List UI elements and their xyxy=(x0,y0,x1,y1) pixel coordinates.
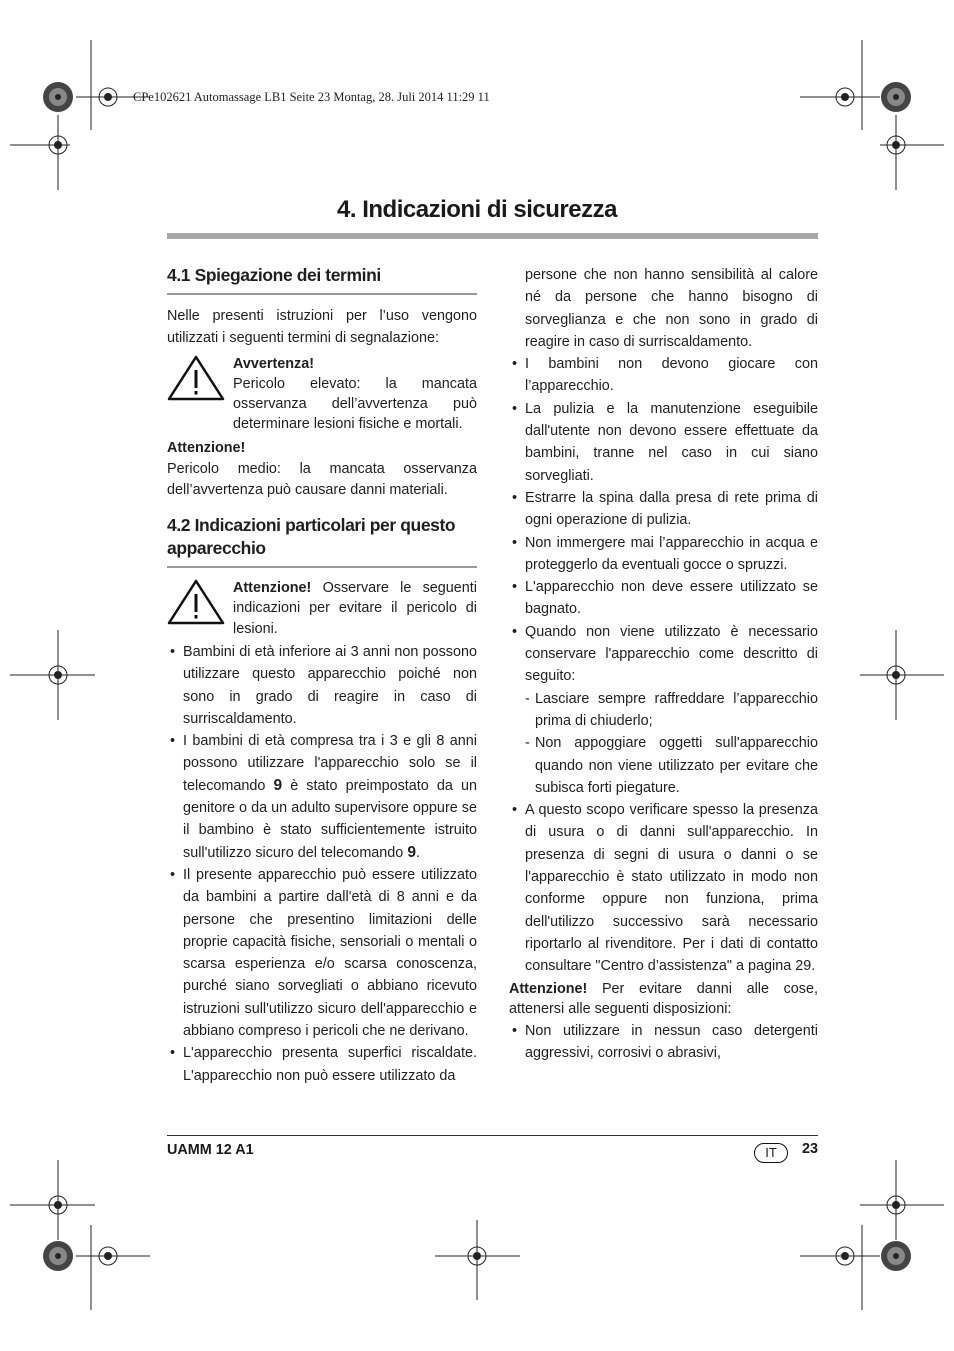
list-item: • L'apparecchio non deve essere utilizzato se bagnato. xyxy=(509,576,818,621)
warning-text-2: Osservare le seguenti indicazioni per evitare il pericolo di lesioni. xyxy=(233,580,477,637)
right-column xyxy=(509,264,818,1064)
footer-model: UAMM 12 A1 xyxy=(167,1142,254,1158)
left-column xyxy=(167,264,477,1087)
list-item: • La pulizia e la manutenzione eseguibile dall'utente non devono essere effettuate da bambini, tranne nel caso in cui siano sorvegliati. xyxy=(509,398,818,487)
section-heading-4-2-text: 4.2 Indicazioni particolari per questo apparecchio xyxy=(167,515,456,559)
warning-label: Avvertenza! xyxy=(233,355,315,372)
caution-label: Attenzione! xyxy=(167,439,246,456)
list-item: • A questo scopo verificare spesso la presenza di usura o di danni sull'apparecchio. In presenza di segni di usura o danni o se l'apparecchio è stato utilizzato in modo non conforme oppure non funziona, prima dell'utilizzo successivo sarà necessario riportarlo al rivenditore. Per i dati di contatto consultare "Centro d’assistenza" a pagina 29. xyxy=(509,799,818,977)
footer-rule xyxy=(167,1135,818,1136)
list-item: • Il presente apparecchio può essere utilizzato da bambini a partire dall'età di 8 anni e da persone che presentino limitazioni delle proprie capacità fisiche, sensoriali o mentali o scarsa esperienza e/o scarsa conoscenza, purché siano sorvegliati o abbiano ricevuto istruzioni sull'utilizzo sicuro dell'apparecchio e abbiano compreso i pericoli che ne derivano. xyxy=(167,864,477,1042)
safety-list-left xyxy=(167,641,477,1087)
list-item-text: è stato preimpostato da un genitore o da un adulto supervisore oppure se il bambino è stato sufficientemente istruito sull'utilizzo sicuro del telecomando xyxy=(183,777,477,861)
page-number: 23 xyxy=(801,1141,818,1157)
warning-triangle-icon xyxy=(167,579,225,625)
print-info: CPe102621 Automassage LB1 Seite 23 Montag, 28. Juli 2014 11:29 11 xyxy=(133,90,490,104)
cleaning-list xyxy=(509,1020,818,1065)
list-item xyxy=(509,621,818,799)
section-heading-4-2 xyxy=(167,514,477,568)
language-badge: IT xyxy=(754,1143,788,1163)
continuation-text: persone che non hanno sensibilità al calore né da persone che hanno bisogno di sorveglianza e che non sono in grado di reagire in caso di surriscaldamento. xyxy=(525,267,818,350)
safety-list-right xyxy=(509,353,818,977)
caution-text-right: Per evitare danni alle cose, attenersi alle seguenti disposizioni: xyxy=(509,980,818,1017)
sublist-item: - Lasciare sempre raffreddare l’apparecchio prima di chiuderlo; xyxy=(525,688,818,733)
section-heading-4-1: 4.1 Spiegazione dei termini xyxy=(167,264,477,295)
list-item: • Bambini di età inferiore ai 3 anni non possono utilizzare questo apparecchio poiché non sono in grado di reagire in caso di surriscaldamento. xyxy=(167,641,477,730)
list-item: • I bambini non devono giocare con l’apparecchio. xyxy=(509,353,818,398)
remote-ref-number: 9 xyxy=(407,843,416,861)
list-item-text: I bambini di età compresa tra i 3 e gli 8 anni possono utilizzare l'apparecchio solo se il telecomando xyxy=(183,733,477,794)
caution-label-right: Attenzione! xyxy=(509,980,588,997)
page-title: 4. Indicazioni di sicurezza xyxy=(337,196,617,223)
warning-block-2 xyxy=(167,578,477,639)
list-item xyxy=(167,730,477,864)
list-item: • Estrarre la spina dalla presa di rete prima di ogni operazione di pulizia. xyxy=(509,487,818,532)
list-item: • Non utilizzare in nessun caso detergenti aggressivi, corrosivi o abrasivi, xyxy=(509,1020,818,1065)
intro-text: Nelle presenti istruzioni per l’uso vengono utilizzati i seguenti termini di segnalazione: xyxy=(167,308,477,347)
warning-triangle-icon xyxy=(167,355,225,401)
list-item-text: Quando non viene utilizzato è necessario conservare l'apparecchio come descritto di seguito: xyxy=(525,623,818,685)
storage-sublist xyxy=(525,688,818,799)
list-item: • Non immergere mai l’apparecchio in acqua e proteggerlo da eventuali gocce o spruzzi. xyxy=(509,532,818,577)
warning-text: Pericolo elevato: la mancata osservanza dell’avvertenza può determinare lesioni fisiche e mortali. xyxy=(233,375,477,433)
sublist-item: - Non appoggiare oggetti sull'apparecchio quando non viene utilizzato per evitare che subisca forti piegature. xyxy=(525,732,818,799)
warning-block xyxy=(167,354,477,435)
list-item-text: . xyxy=(415,844,420,861)
list-item: • L'apparecchio presenta superfici riscaldate. L'apparecchio non può essere utilizzato da xyxy=(167,1042,477,1087)
title-rule xyxy=(167,233,818,239)
warning-label-2: Attenzione! xyxy=(233,580,312,597)
remote-ref-number: 9 xyxy=(273,776,283,794)
caution-paragraph xyxy=(509,979,818,1020)
caution-text: Pericolo medio: la mancata osservanza dell’avvertenza può causare danni materiali. xyxy=(167,461,477,498)
